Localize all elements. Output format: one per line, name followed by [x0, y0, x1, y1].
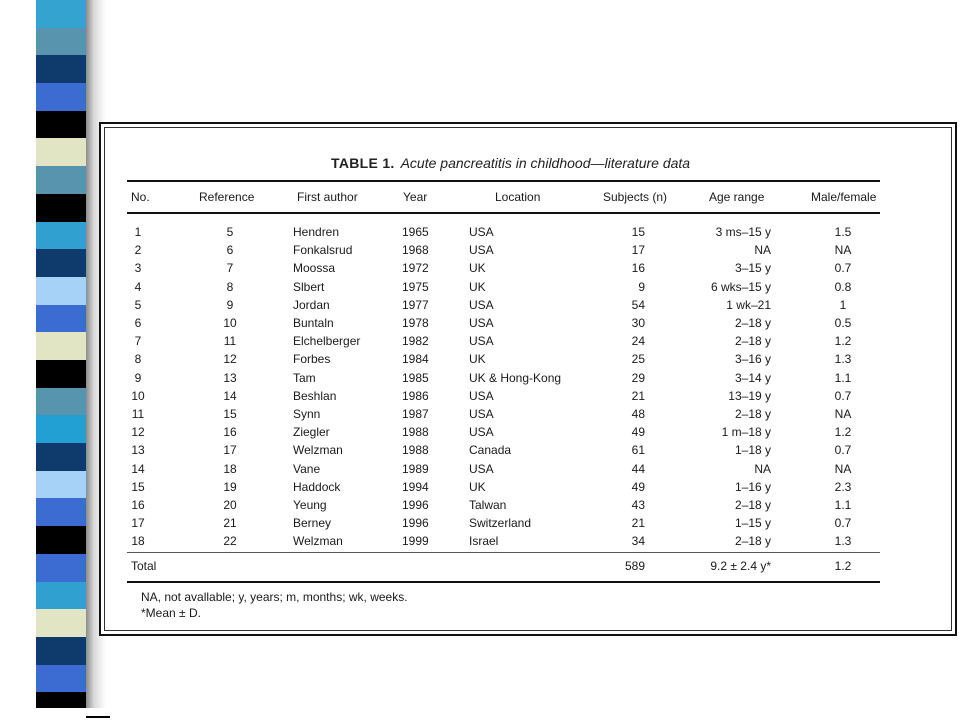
stripe-segment: [36, 609, 86, 638]
stripe-segment: [36, 28, 86, 57]
row-year: 1985: [402, 370, 429, 385]
row-age-range: 1–15 y: [734, 516, 771, 531]
row-year: 1986: [402, 388, 429, 403]
row-subjects: 49: [631, 425, 645, 440]
row-subjects: 34: [631, 534, 645, 549]
header-location: Location: [495, 190, 541, 204]
row-reference: 17: [223, 443, 237, 458]
row-no: 15: [131, 479, 145, 494]
row-first-author: Yeung: [293, 498, 327, 512]
row-first-author: Jordan: [293, 297, 330, 312]
header-year: Year: [403, 190, 428, 204]
row-male-female: 0.8: [834, 279, 852, 294]
row-male-female: 0.7: [834, 443, 852, 458]
row-location: USA: [469, 225, 494, 239]
row-first-author: Tam: [293, 370, 316, 385]
row-subjects: 21: [631, 516, 645, 531]
row-reference: 20: [223, 498, 237, 512]
row-age-range: 2–18 y: [734, 316, 771, 330]
row-location: UK: [469, 352, 486, 367]
row-no: 14: [131, 461, 145, 476]
row-age-range: 1 wk–21: [726, 297, 771, 312]
row-age-range: 3–15 y: [734, 261, 771, 276]
row-reference: 8: [226, 279, 234, 294]
row-age-range: 1–18 y: [734, 443, 771, 458]
table-figure-inner-border: [104, 127, 952, 631]
stripe-segment: [36, 305, 86, 334]
stripe-segment: [36, 277, 86, 306]
row-no: 6: [134, 316, 142, 330]
stripe-segment: [36, 443, 86, 472]
row-reference: 9: [226, 297, 234, 312]
stripe-segment: [36, 194, 86, 223]
row-subjects: 24: [631, 334, 645, 349]
row-first-author: Hendren: [293, 225, 340, 239]
row-first-author: Elchelberger: [293, 334, 361, 349]
header-male-female: Male/female: [811, 190, 877, 204]
row-age-range: 3–14 y: [734, 370, 771, 385]
top-rule: [127, 180, 880, 182]
row-subjects: 15: [631, 225, 645, 239]
row-location: USA: [469, 316, 494, 330]
row-no: 7: [134, 334, 142, 349]
row-age-range: 2–18 y: [734, 407, 771, 421]
row-year: 1982: [402, 334, 429, 349]
row-year: 1987: [402, 407, 429, 421]
row-subjects: 9: [638, 279, 645, 294]
row-subjects: 21: [631, 388, 645, 403]
row-reference: 14: [223, 388, 237, 403]
row-male-female: 0.7: [834, 516, 852, 531]
stripe-segment: [36, 249, 86, 278]
stripe-segment: [36, 83, 86, 112]
row-first-author: Haddock: [293, 479, 341, 494]
row-subjects: 48: [631, 407, 645, 421]
header-age-range: Age range: [709, 190, 765, 204]
stripe-segment: [36, 415, 86, 444]
total-subjects: 589: [624, 559, 645, 573]
row-age-range: 1 m–18 y: [721, 425, 771, 440]
row-male-female: 1.3: [834, 352, 852, 367]
row-location: Canada: [469, 443, 512, 458]
row-year: 1977: [402, 297, 429, 312]
row-location: USA: [469, 407, 494, 421]
total-age-range: 9.2 ± 2.4 y*: [710, 559, 771, 573]
row-subjects: 16: [631, 261, 645, 276]
row-subjects: 17: [631, 243, 645, 258]
row-location: USA: [469, 243, 494, 258]
row-no: 12: [131, 425, 145, 440]
row-location: UK & Hong-Kong: [469, 370, 562, 385]
row-year: 1975: [402, 279, 429, 294]
row-location: Israel: [469, 534, 499, 549]
row-first-author: Welzman: [293, 534, 343, 549]
row-male-female: 1: [839, 297, 847, 312]
row-year: 1968: [402, 243, 429, 258]
footnote-mean: *Mean ± D.: [141, 606, 201, 620]
row-male-female: 0.5: [834, 316, 852, 330]
stripe-segment: [36, 138, 86, 167]
row-reference: 22: [223, 534, 237, 549]
row-location: USA: [469, 388, 494, 403]
row-subjects: 54: [631, 297, 645, 312]
row-reference: 15: [223, 407, 237, 421]
row-year: 1989: [402, 461, 429, 476]
row-reference: 10: [223, 316, 237, 330]
total-male-female: 1.2: [834, 559, 852, 573]
decorative-stripe-band: [36, 0, 86, 720]
row-no: 4: [134, 279, 142, 294]
row-no: 1: [134, 225, 142, 239]
row-location: UK: [469, 479, 486, 494]
stripe-segment: [36, 665, 86, 694]
header-first-author: First author: [297, 190, 358, 204]
stripe-segment: [36, 332, 86, 361]
stripe-segment: [36, 471, 86, 500]
row-male-female: 1.3: [834, 534, 852, 549]
row-first-author: Moossa: [293, 261, 336, 276]
row-male-female: 1.2: [834, 334, 852, 349]
row-first-author: Beshlan: [293, 388, 337, 403]
row-male-female: 0.7: [834, 388, 852, 403]
row-male-female: 1.1: [834, 498, 852, 512]
total-label: Total: [131, 559, 157, 573]
row-first-author: Forbes: [293, 352, 331, 367]
row-male-female: NA: [834, 461, 852, 476]
row-age-range: 2–18 y: [734, 534, 771, 549]
row-location: Switzerland: [469, 516, 532, 531]
total-rule: [127, 552, 880, 553]
row-year: 1994: [402, 479, 429, 494]
row-year: 1972: [402, 261, 429, 276]
row-no: 17: [131, 516, 145, 531]
row-male-female: NA: [834, 407, 852, 421]
row-location: USA: [469, 297, 494, 312]
row-subjects: 49: [631, 479, 645, 494]
row-male-female: 1.2: [834, 425, 852, 440]
stripe-segment: [36, 388, 86, 417]
row-first-author: Buntaln: [293, 316, 334, 330]
row-male-female: NA: [834, 243, 852, 258]
row-no: 2: [134, 243, 142, 258]
row-age-range: NA: [754, 461, 771, 476]
table-caption: Acute pancreatitis in childhood—literature data: [400, 155, 691, 171]
row-age-range: 6 wks–15 y: [710, 279, 771, 294]
row-subjects: 44: [631, 461, 645, 476]
stripe-segment: [36, 0, 86, 29]
stripe-segment: [36, 166, 86, 195]
row-no: 18: [131, 534, 145, 549]
row-subjects: 43: [631, 498, 645, 512]
row-reference: 7: [226, 261, 234, 276]
row-year: 1996: [402, 498, 429, 512]
table-label: TABLE 1.: [331, 155, 395, 171]
footnote-abbreviations: NA, not avallable; y, years; m, months; wk, weeks.: [141, 590, 408, 604]
row-male-female: 0.7: [834, 261, 852, 276]
row-first-author: Welzman: [293, 443, 343, 458]
header-no: No.: [131, 190, 150, 204]
row-male-female: 1.1: [834, 370, 852, 385]
row-reference: 6: [226, 243, 234, 258]
stripe-bottom-mask: [0, 708, 110, 720]
header-reference: Reference: [199, 190, 255, 204]
row-year: 1984: [402, 352, 429, 367]
row-no: 13: [131, 443, 145, 458]
row-reference: 11: [223, 334, 237, 349]
row-location: USA: [469, 425, 494, 440]
row-reference: 16: [223, 425, 237, 440]
row-location: USA: [469, 334, 494, 349]
stripe-segment: [36, 360, 86, 389]
row-first-author: Ziegler: [293, 425, 330, 440]
row-location: UK: [469, 279, 486, 294]
row-male-female: 2.3: [834, 479, 852, 494]
stripe-underline: [86, 716, 110, 718]
row-age-range: 3 ms–15 y: [715, 225, 771, 239]
stripe-segment: [36, 498, 86, 527]
row-reference: 12: [223, 352, 237, 367]
row-reference: 13: [223, 370, 237, 385]
row-no: 3: [134, 261, 142, 276]
row-year: 1988: [402, 425, 429, 440]
row-first-author: Slbert: [293, 279, 325, 294]
row-no: 5: [134, 297, 142, 312]
stripe-segment: [36, 526, 86, 555]
row-subjects: 25: [631, 352, 645, 367]
row-age-range: 2–18 y: [734, 334, 771, 349]
row-year: 1999: [402, 534, 429, 549]
row-subjects: 29: [631, 370, 645, 385]
stripe-segment: [36, 637, 86, 666]
row-reference: 18: [223, 461, 237, 476]
row-subjects: 61: [631, 443, 645, 458]
stripe-segment: [36, 554, 86, 583]
row-age-range: 2–18 y: [734, 498, 771, 512]
stripe-segment: [36, 55, 86, 84]
table-figure: [99, 122, 957, 636]
row-year: 1996: [402, 516, 429, 531]
stripe-segment: [36, 111, 86, 140]
row-no: 10: [131, 388, 145, 403]
row-location: USA: [469, 461, 494, 476]
row-age-range: 13–19 y: [728, 388, 771, 403]
row-age-range: NA: [754, 243, 771, 258]
row-no: 9: [134, 370, 142, 385]
row-age-range: 1–16 y: [734, 479, 771, 494]
row-no: 11: [131, 407, 145, 421]
row-first-author: Fonkalsrud: [293, 243, 353, 258]
row-subjects: 30: [631, 316, 645, 330]
row-reference: 21: [223, 516, 237, 531]
bottom-rule: [127, 581, 880, 583]
row-age-range: 3–16 y: [734, 352, 771, 367]
stripe-segment: [36, 222, 86, 251]
row-location: Talwan: [469, 498, 507, 512]
row-first-author: Vane: [293, 461, 321, 476]
row-no: 16: [131, 498, 145, 512]
row-male-female: 1.5: [834, 225, 852, 239]
row-first-author: Synn: [293, 407, 321, 421]
table-title: [331, 155, 690, 171]
header-subjects: Subjects (n): [603, 190, 668, 204]
row-year: 1978: [402, 316, 429, 330]
row-year: 1965: [402, 225, 429, 239]
row-no: 8: [134, 352, 142, 367]
row-first-author: Berney: [293, 516, 332, 531]
row-reference: 19: [223, 479, 237, 494]
header-rule: [127, 212, 880, 214]
row-reference: 5: [226, 225, 234, 239]
row-location: UK: [469, 261, 486, 276]
stripe-segment: [36, 582, 86, 611]
row-year: 1988: [402, 443, 429, 458]
